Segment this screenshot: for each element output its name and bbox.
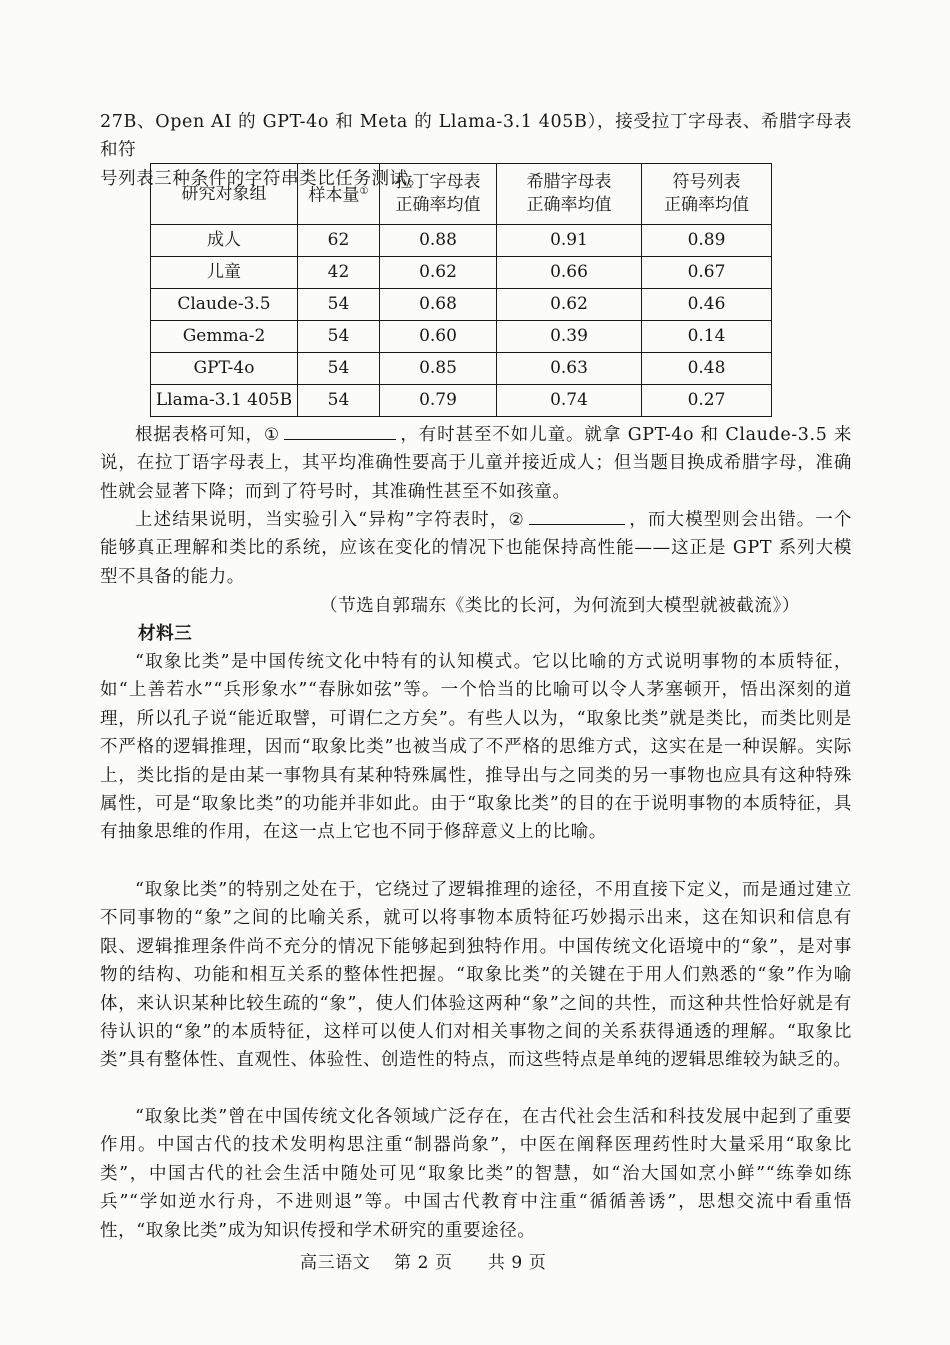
cell-group: 成人 bbox=[151, 225, 298, 257]
paragraph-5: “取象比类”曾在中国传统文化各领域广泛存在，在古代社会生活和科技发展中起到了重要作用。中国古代的技术发明构思注重“制器尚象”，中医在阐释医理药性时大量采用“取象比类”，中国古代的社会生活中随处可见“取象比类”的智慧，如“治大国如烹小鲜”“练拳如练兵”“学如逆水行舟，不进则退”等。中国古代教育中注重“循循善诱”，思想交流中看重悟性，“取象比类”成为知识传授和学术研究的重要途径。 bbox=[100, 1107, 852, 1241]
cell-greek: 0.66 bbox=[497, 257, 642, 289]
cell-latin: 0.85 bbox=[380, 353, 497, 385]
cell-group: Claude-3.5 bbox=[151, 289, 298, 321]
results-table bbox=[150, 163, 772, 417]
table-row bbox=[151, 353, 772, 385]
cell-greek: 0.39 bbox=[497, 321, 642, 353]
cell-sample: 42 bbox=[298, 257, 380, 289]
cell-group: Llama-3.1 405B bbox=[151, 385, 298, 417]
cell-sample: 54 bbox=[298, 385, 380, 417]
cell-symbol: 0.67 bbox=[642, 257, 772, 289]
cell-latin: 0.79 bbox=[380, 385, 497, 417]
table-row bbox=[151, 321, 772, 353]
paragraph-3: “取象比类”是中国传统文化中特有的认知模式。它以比喻的方式说明事物的本质特征，如“上善若水”“兵形象水”“春脉如弦”等。一个恰当的比喻可以令人茅塞顿开，悟出深刻的道理，所以孔子说“能近取譬，可谓仁之方矣”。有些人以为，“取象比类”就是类比，而类比则是不严格的逻辑推理，因而“取象比类”也被当成了不严格的思维方式，这实在是一种误解。实际上，类比指的是由某一事物具有某种特殊属性，推导出与之同类的另一事物也应具有这种特殊属性，可是“取象比类”的功能并非如此。由于“取象比类”的目的在于说明事物的本质特征，具有抽象思维的作用，在这一点上它也不同于修辞意义上的比喻。 bbox=[100, 652, 852, 843]
cell-latin: 0.68 bbox=[380, 289, 497, 321]
footnote-marker: ① bbox=[359, 186, 369, 198]
cell-sample: 54 bbox=[298, 289, 380, 321]
page-footer: 高三语文 第 2 页 共 9 页 bbox=[300, 1253, 547, 1273]
cell-sample: 62 bbox=[298, 225, 380, 257]
cell-latin: 0.88 bbox=[380, 225, 497, 257]
cell-symbol: 0.89 bbox=[642, 225, 772, 257]
paragraph-4: “取象比类”的特别之处在于，它绕过了逻辑推理的途径，不用直接下定义，而是通过建立不同事物的“象”之间的比喻关系，就可以将事物本质特征巧妙揭示出来，这在知识和信息有限、逻辑推理条件尚不充分的情况下能够起到独特作用。中国传统文化语境中的“象”，是对事物的结构、功能和相互关系的整体性把握。“取象比类”的关键在于用人们熟悉的“象”作为喻体，来认识某种比较生疏的“象”，使人们体验这两种“象”之间的共性，而这种共性恰好就是有待认识的“象”的本质特征，这样可以使人们对相关事物之间的关系获得通透的理解。“取象比类”具有整体性、直观性、体验性、创造性的特点，而这些特点是单纯的逻辑思维较为缺乏的。 bbox=[100, 880, 852, 1071]
table-row bbox=[151, 225, 772, 257]
table-row bbox=[151, 385, 772, 417]
cell-greek: 0.74 bbox=[497, 385, 642, 417]
cell-symbol: 0.48 bbox=[642, 353, 772, 385]
intro-line-1: 27B、Open AI 的 GPT-4o 和 Meta 的 Llama-3.1 405B），接受拉丁字母表、希腊字母表和符 bbox=[100, 112, 852, 161]
header-latin: 拉丁字母表 正确率均值 bbox=[380, 164, 497, 225]
cell-latin: 0.62 bbox=[380, 257, 497, 289]
answer-blank-1[interactable] bbox=[284, 421, 396, 440]
table-row bbox=[151, 289, 772, 321]
blank-marker-1: ① bbox=[263, 425, 281, 445]
cell-latin: 0.60 bbox=[380, 321, 497, 353]
table-row bbox=[151, 257, 772, 289]
table-header-row bbox=[151, 164, 772, 225]
cell-symbol: 0.14 bbox=[642, 321, 772, 353]
header-group: 研究对象组 bbox=[151, 164, 298, 225]
cell-group: GPT-4o bbox=[151, 353, 298, 385]
cell-sample: 54 bbox=[298, 321, 380, 353]
cell-sample: 54 bbox=[298, 353, 380, 385]
intro-line-2: 号列表三种条件的字符串类比任务测试。 bbox=[100, 168, 426, 189]
paragraph-1: 根据表格可知，① ，有时甚至不如儿童。就拿 GPT-4o 和 Claude-3.5 来说，在拉丁语字母表上，其平均准确性要高于儿童并接近成人；但当题目换成希腊字母，准确性就会显著下降；而到了符号时，其准确性甚至不如孩童。 bbox=[100, 421, 852, 506]
source-citation: （节选自郭瑞东《类比的长河，为何流到大模型就被截流》） bbox=[320, 596, 800, 616]
header-symbol: 符号列表 正确率均值 bbox=[642, 164, 772, 225]
answer-blank-2[interactable] bbox=[529, 506, 625, 525]
header-greek: 希腊字母表 正确率均值 bbox=[497, 164, 642, 225]
section-title: 材料三 bbox=[138, 624, 193, 644]
blank-marker-2: ② bbox=[508, 510, 525, 530]
cell-greek: 0.63 bbox=[497, 353, 642, 385]
cell-group: 儿童 bbox=[151, 257, 298, 289]
paragraph-2: 上述结果说明，当实验引入“异构”字符表时，② ，而大模型则会出错。一个能够真正理解和类比的系统，应该在变化的情况下也能保持高性能——这正是 GPT 系列大模型不具备的能力。 bbox=[100, 506, 852, 591]
cell-greek: 0.62 bbox=[497, 289, 642, 321]
cell-greek: 0.91 bbox=[497, 225, 642, 257]
cell-symbol: 0.46 bbox=[642, 289, 772, 321]
cell-group: Gemma-2 bbox=[151, 321, 298, 353]
header-sample-size: 样本量① bbox=[298, 164, 380, 225]
cell-symbol: 0.27 bbox=[642, 385, 772, 417]
